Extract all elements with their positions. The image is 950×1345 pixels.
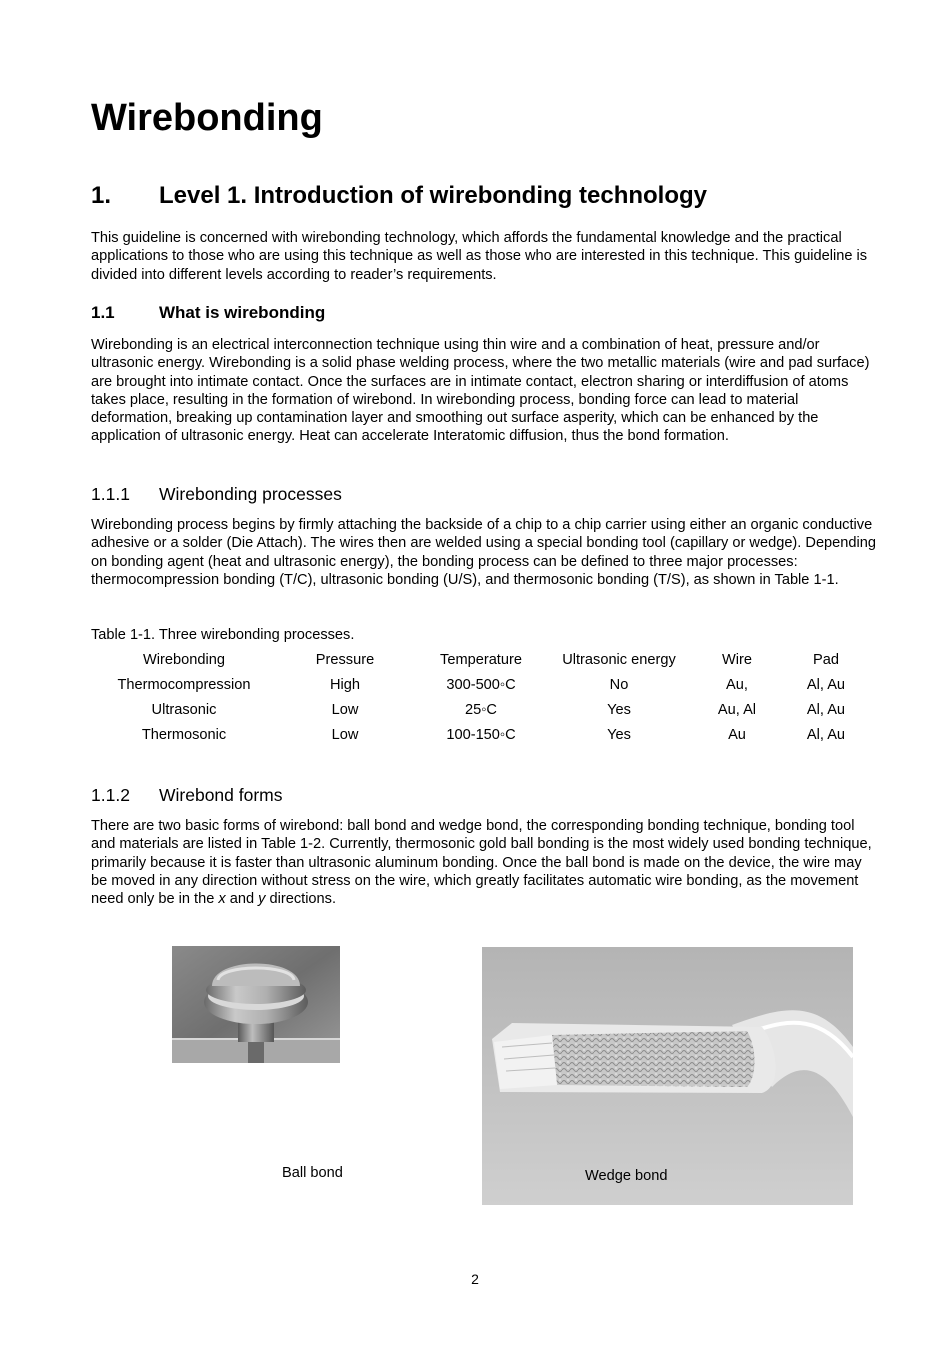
table-cell: Yes	[607, 726, 631, 743]
processes-number: 1.1.1	[91, 484, 130, 504]
table-caption: Table 1-1. Three wirebonding processes.	[91, 627, 355, 643]
section-number: 1.	[91, 182, 112, 209]
table-cell: 300-500◦C	[446, 676, 516, 693]
table-cell: High	[329, 676, 360, 693]
table-header-row	[91, 647, 867, 672]
header-cell: Wirebonding	[143, 651, 225, 668]
table-cell: Al, Au	[806, 676, 846, 693]
table-cell: Low	[331, 701, 359, 718]
processes-paragraph: Wirebonding process begins by firmly attaching the backside of a chip to a chip carrier using either an organic conductive adhesive or a solder (Die Attach). The wires then are welded using a special bonding tool (capillary or wedge). Depending on bonding agent (heat and ultrasonic energy), the bonding process can be defined to three major processes: thermocompression bonding (T/C), ultrasonic bonding (U/S), and thermosonic bonding (T/S), as shown in Table 1-1.	[91, 517, 876, 588]
table-cell: Yes	[607, 701, 631, 718]
forms-text: There are two basic forms of wirebond: ball bond and wedge bond, the corresponding bonding technique, bonding tool and materials are listed in Table 1-2. Currently, thermosonic gold ball bonding is the most widely used bonding technique, primarily because it is faster than ultrasonic aluminum bonding. Once the ball bond is made on the device, the wire may be moved in any direction without stress on the wire, which greatly facilitates automatic wire bonding, as the movement need only be in the	[91, 818, 872, 908]
table-cell: Al, Au	[806, 701, 846, 718]
table-cell: Al, Au	[806, 726, 846, 743]
table-row	[91, 697, 867, 722]
forms-heading	[91, 784, 283, 806]
wedge-bond-image	[482, 947, 853, 1205]
document-title: Wirebonding	[91, 97, 323, 139]
header-cell: Temperature	[440, 651, 522, 668]
header-cell: Pad	[813, 651, 839, 668]
ball-bond-label: Ball bond	[282, 1165, 343, 1181]
ball-bond-image	[172, 946, 340, 1063]
forms-paragraph	[91, 817, 876, 908]
intro-paragraph: This guideline is concerned with wirebonding technology, which affords the fundamental knowledge and the practical applications to those who are using this technique as well as those who are interested in this technique. This guideline is divided into different levels according to reader’s requirements.	[91, 230, 868, 283]
table-cell: 100-150◦C	[446, 726, 516, 743]
processes-table	[91, 647, 867, 747]
table-cell: Thermocompression	[117, 676, 251, 693]
forms-number: 1.1.2	[91, 785, 130, 805]
table-cell: 25◦C	[465, 701, 497, 718]
page-number: 2	[471, 1271, 479, 1287]
x-variable: x	[218, 891, 226, 908]
section-title: Level 1. Introduction of wirebonding technology	[159, 182, 708, 209]
section-heading	[91, 181, 707, 211]
wedge-bond-label: Wedge bond	[585, 1168, 668, 1184]
table-cell: Au	[728, 726, 746, 743]
subsection-title: What is wirebonding	[159, 303, 326, 322]
what-is-paragraph: Wirebonding is an electrical interconnection technique using thin wire and a combination of heat, pressure and/or ultrasonic energy. Wirebonding is a solid phase welding process, where the two metallic materials (wire and pad surface) are brought into intimate contact. Once the surfaces are in intimate contact, electron sharing or interdiffusion of atoms takes place, resulting in the formation of wirebond. In wirebonding process, bonding force can lead to material deformation, breaking up contamination layer and smoothing out surface asperity, which can be enhanced by the application of ultrasonic energy. Heat can accelerate Interatomic diffusion, thus the bond formation.	[91, 337, 870, 445]
forms-text-end: directions.	[265, 891, 337, 908]
header-cell: Wire	[722, 651, 752, 668]
table-cell: Au,	[726, 676, 748, 693]
processes-heading	[91, 483, 342, 505]
header-cell: Pressure	[315, 651, 375, 668]
table-row	[91, 672, 867, 697]
table-cell: Thermosonic	[141, 726, 227, 743]
table-cell: Low	[331, 726, 359, 743]
subsection-number: 1.1	[91, 303, 115, 322]
table-cell: Ultrasonic	[151, 701, 217, 718]
table-row	[91, 722, 867, 747]
forms-title: Wirebond forms	[159, 785, 283, 805]
subsection-heading	[91, 302, 325, 324]
table-cell: No	[609, 676, 629, 693]
table-cell: Au, Al	[717, 701, 757, 718]
header-cell: Ultrasonic energy	[562, 651, 676, 668]
y-variable: y	[258, 891, 266, 908]
processes-title: Wirebonding processes	[159, 484, 342, 504]
forms-text-and: and	[225, 891, 259, 908]
